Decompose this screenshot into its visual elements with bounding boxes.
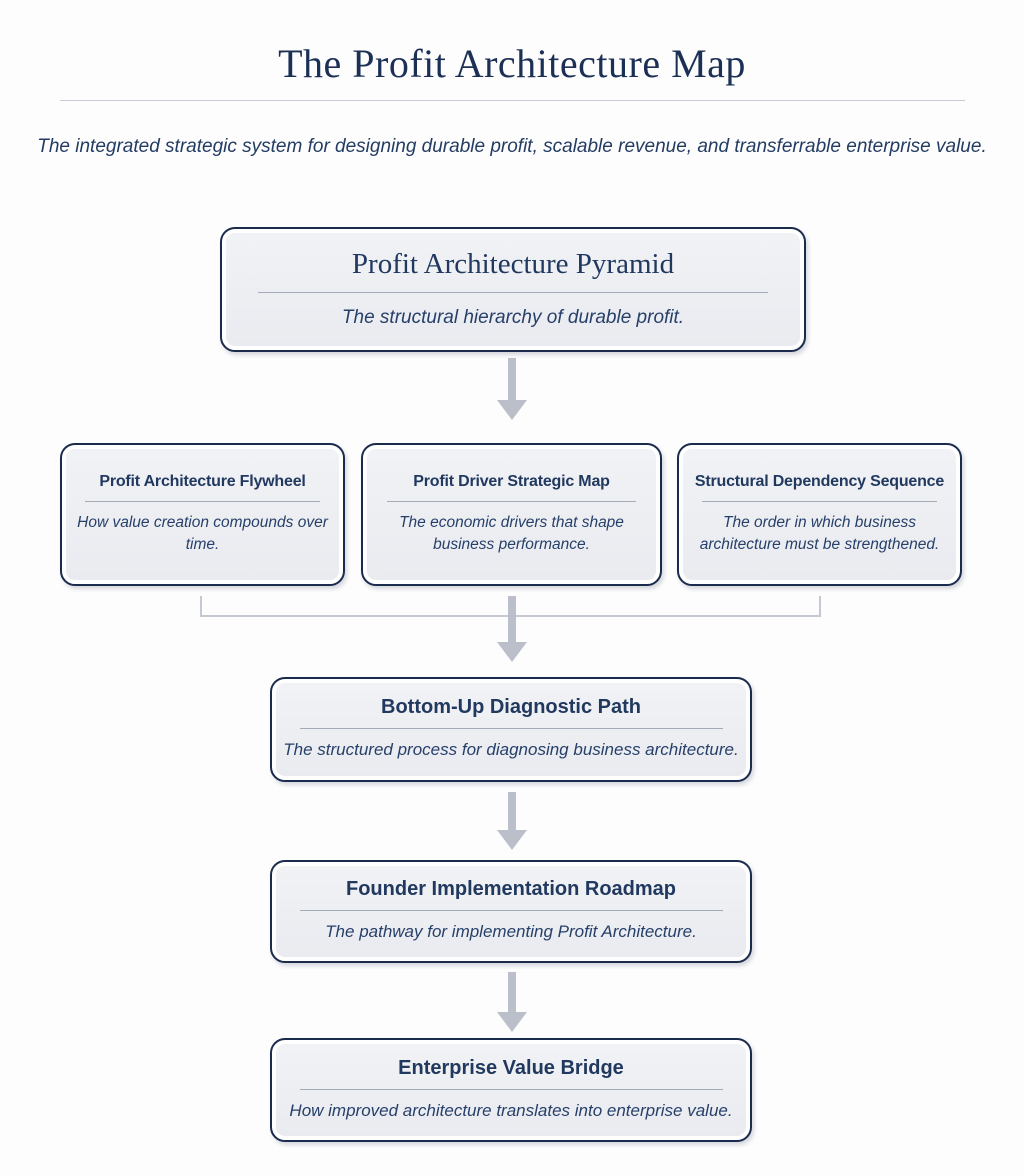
down-arrow-icon bbox=[495, 358, 529, 420]
node-title: Founder Implementation Roadmap bbox=[345, 878, 677, 901]
connector-stub-right bbox=[819, 596, 821, 616]
node-title: Enterprise Value Bridge bbox=[398, 1056, 624, 1079]
node-profit-architecture-flywheel bbox=[60, 443, 345, 586]
node-body bbox=[367, 449, 656, 580]
connector-stub-left bbox=[200, 596, 202, 616]
title-divider bbox=[60, 100, 965, 101]
node-divider bbox=[300, 910, 723, 911]
node-body bbox=[276, 1044, 746, 1136]
node-description: The economic drivers that shape business performance. bbox=[399, 513, 624, 553]
node-body bbox=[276, 683, 746, 776]
down-arrow-icon bbox=[495, 972, 529, 1032]
node-body bbox=[683, 449, 956, 580]
node-divider bbox=[300, 1089, 723, 1090]
node-description: The structural hierarchy of durable profit. bbox=[341, 306, 685, 328]
node-title: Structural Dependency Sequence bbox=[694, 472, 945, 490]
node-description: The structured process for diagnosing business architecture. bbox=[283, 740, 739, 760]
node-body bbox=[276, 866, 746, 957]
node-title: Profit Architecture Flywheel bbox=[99, 472, 306, 490]
page-subtitle: The integrated strategic system for designing durable profit, scalable revenue, and transferrable enterprise value. bbox=[37, 136, 987, 157]
node-body bbox=[226, 233, 800, 346]
down-arrow-icon bbox=[495, 596, 529, 662]
node-divider bbox=[258, 292, 769, 293]
page-title: The Profit Architecture Map bbox=[278, 41, 746, 86]
node-title: Profit Driver Strategic Map bbox=[413, 472, 610, 490]
node-profit-architecture-pyramid bbox=[220, 227, 806, 352]
down-arrow-icon bbox=[495, 792, 529, 850]
node-description: How improved architecture translates into enterprise value. bbox=[289, 1100, 733, 1120]
node-enterprise-value-bridge bbox=[270, 1038, 752, 1142]
node-divider bbox=[300, 728, 723, 729]
node-description: The pathway for implementing Profit Architecture. bbox=[325, 922, 697, 942]
node-divider bbox=[85, 501, 320, 502]
node-structural-dependency-sequence bbox=[677, 443, 962, 586]
node-founder-implementation-roadmap bbox=[270, 860, 752, 963]
node-divider bbox=[387, 501, 636, 502]
node-bottom-up-diagnostic-path bbox=[270, 677, 752, 782]
node-description: The order in which business architecture must be strengthened. bbox=[699, 513, 940, 553]
node-description: How value creation compounds over time. bbox=[77, 513, 328, 553]
node-body bbox=[66, 449, 339, 580]
node-profit-driver-strategic-map bbox=[361, 443, 662, 586]
node-title: Profit Architecture Pyramid bbox=[351, 247, 675, 280]
node-title: Bottom-Up Diagnostic Path bbox=[381, 696, 641, 719]
node-divider bbox=[702, 501, 937, 502]
